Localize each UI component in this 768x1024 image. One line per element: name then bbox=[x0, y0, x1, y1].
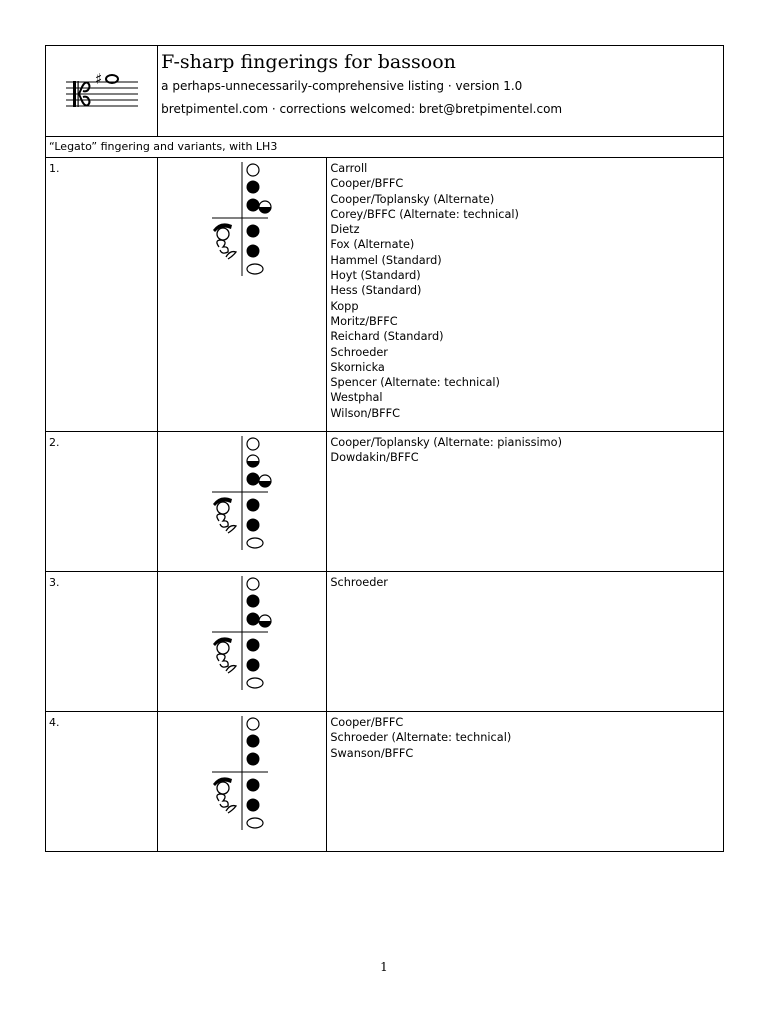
source-list bbox=[327, 712, 724, 852]
thumb-keys-icon bbox=[213, 777, 236, 813]
open-hole-icon bbox=[247, 164, 259, 176]
closed-with-half-key-icon bbox=[247, 199, 272, 214]
source-item: Skornicka bbox=[330, 360, 385, 374]
closed-hole-icon bbox=[247, 225, 260, 238]
open-oval-key-icon bbox=[247, 818, 263, 828]
site-line: bretpimentel.com · corrections welcomed: bret@bretpimentel.com bbox=[161, 102, 563, 116]
source-item: Westphal bbox=[330, 391, 383, 405]
closed-hole-icon bbox=[247, 779, 260, 792]
sharp-accidental: ♯ bbox=[94, 70, 102, 88]
fingering-chart-icon bbox=[202, 714, 282, 832]
source-item: Cooper/Toplansky (Alternate) bbox=[330, 192, 495, 206]
source-item: Hammel (Standard) bbox=[330, 253, 442, 267]
source-list bbox=[327, 158, 724, 432]
section-row bbox=[46, 137, 724, 158]
fingering-diagram-cell bbox=[158, 712, 327, 852]
closed-hole-icon bbox=[247, 639, 260, 652]
title-cell bbox=[158, 46, 724, 137]
closed-hole-icon bbox=[247, 799, 260, 812]
source-item: Dietz bbox=[330, 223, 360, 237]
source-item: Hoyt (Standard) bbox=[330, 269, 421, 283]
source-list bbox=[327, 572, 724, 712]
page-title: F-sharp fingerings for bassoon bbox=[161, 51, 456, 73]
source-item: Schroeder bbox=[330, 576, 388, 589]
source-item: Swanson/BFFC bbox=[330, 746, 414, 760]
source-item: Fox (Alternate) bbox=[330, 238, 415, 252]
fingering-chart-icon bbox=[202, 434, 282, 552]
closed-hole-icon bbox=[247, 519, 260, 532]
fingering-diagram-cell bbox=[158, 572, 327, 712]
fingering-chart-icon bbox=[202, 574, 282, 692]
open-oval-key-icon bbox=[247, 264, 263, 274]
fingering-rows bbox=[46, 158, 724, 852]
closed-hole-icon bbox=[247, 659, 260, 672]
closed-with-half-key-icon bbox=[247, 613, 272, 628]
closed-hole-icon bbox=[247, 245, 260, 258]
fingering-number: 3. bbox=[46, 572, 158, 712]
header-row bbox=[46, 46, 724, 137]
fingering-number: 2. bbox=[46, 432, 158, 572]
source-item: Cooper/Toplansky (Alternate: pianissimo) bbox=[330, 436, 562, 449]
closed-hole-icon bbox=[247, 595, 260, 608]
fingering-table bbox=[45, 45, 724, 852]
thumb-keys-icon bbox=[213, 637, 236, 673]
source-item: Reichard (Standard) bbox=[330, 330, 444, 344]
section-heading: “Legato” fingering and variants, with LH3 bbox=[46, 137, 724, 158]
closed-hole-icon bbox=[247, 753, 260, 766]
table-row bbox=[46, 432, 724, 572]
source-item: Dowdakin/BFFC bbox=[330, 451, 419, 465]
table-row bbox=[46, 572, 724, 712]
source-item: Schroeder bbox=[330, 345, 388, 359]
source-item: Carroll bbox=[330, 162, 368, 175]
thumb-keys-icon bbox=[213, 223, 236, 259]
fingering-chart-icon bbox=[202, 160, 282, 278]
fingering-number: 1. bbox=[46, 158, 158, 432]
open-hole-icon bbox=[247, 578, 259, 590]
source-item: Hess (Standard) bbox=[330, 284, 422, 298]
open-hole-icon bbox=[247, 438, 259, 450]
table-row bbox=[46, 712, 724, 852]
source-item: Schroeder (Alternate: technical) bbox=[330, 731, 512, 745]
open-oval-key-icon bbox=[247, 538, 263, 548]
source-item: Cooper/BFFC bbox=[330, 716, 404, 729]
source-item: Wilson/BFFC bbox=[330, 406, 400, 420]
closed-with-half-key-icon bbox=[247, 473, 272, 488]
closed-hole-icon bbox=[247, 181, 260, 194]
open-hole-icon bbox=[247, 718, 259, 730]
fingering-diagram-cell bbox=[158, 158, 327, 432]
source-item: Moritz/BFFC bbox=[330, 314, 398, 328]
staff-notation-logo bbox=[64, 68, 140, 114]
fingering-number: 4. bbox=[46, 712, 158, 852]
subtitle: a perhaps-unnecessarily-comprehensive listing · version 1.0 bbox=[161, 79, 523, 93]
source-list bbox=[327, 432, 724, 572]
closed-hole-icon bbox=[247, 499, 260, 512]
source-item: Spencer (Alternate: technical) bbox=[330, 376, 500, 390]
source-item: Corey/BFFC (Alternate: technical) bbox=[330, 207, 519, 221]
page-number: 1 bbox=[380, 960, 388, 974]
logo-cell bbox=[46, 46, 158, 137]
open-oval-key-icon bbox=[247, 678, 263, 688]
source-item: Kopp bbox=[330, 299, 359, 313]
source-item: Cooper/BFFC bbox=[330, 177, 404, 191]
thumb-keys-icon bbox=[213, 497, 236, 533]
half-hole-icon bbox=[247, 455, 259, 467]
table-row bbox=[46, 158, 724, 432]
fingering-diagram-cell bbox=[158, 432, 327, 572]
closed-hole-icon bbox=[247, 735, 260, 748]
